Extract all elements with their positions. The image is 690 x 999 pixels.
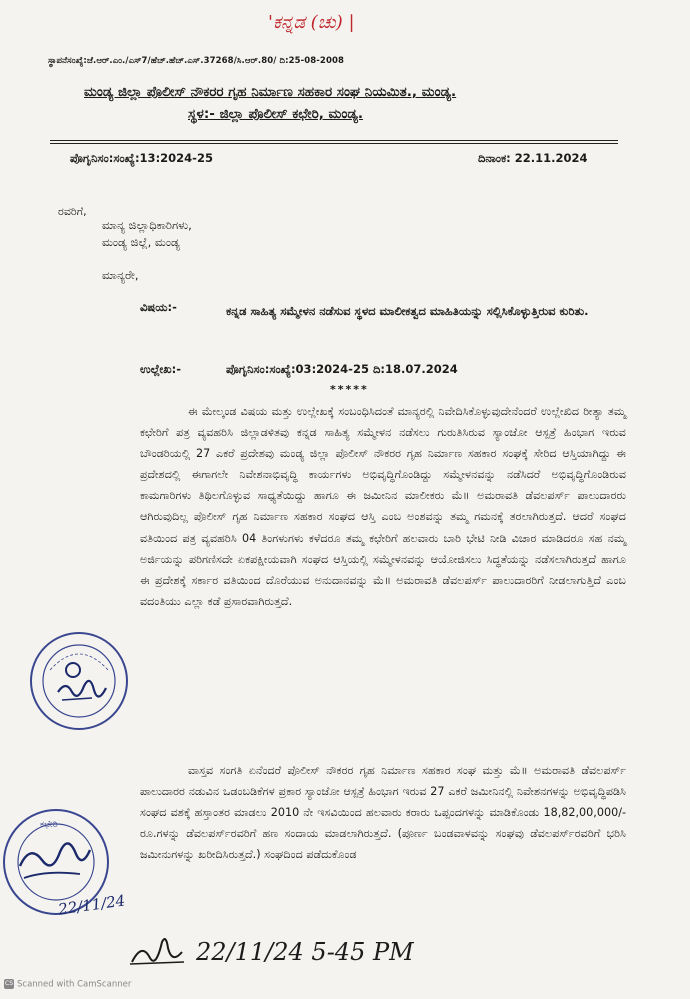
organization-name: ಮಂಡ್ಯ ಜಿಲ್ಲಾ ಪೊಲೀಸ್ ನೌಕರರ ಗೃಹ ನಿರ್ಮಾಣ ಸಹಕಾರ ಸಂಘ ನಿಯಮಿತ., ಮಂಡ್ಯ. bbox=[84, 84, 457, 100]
reference-label: ಉಲ್ಲೇಖ:- bbox=[140, 362, 181, 376]
registration-line: ಸ್ಥಾಪನೆಸಂಖ್ಯೆ:ಜೆ.ಆರ್.ಎಂ./ಎಸ್7/ಹೆಚ್.ಹೆಚ್.ಎಸ್.37268/ಸಿ.ಆರ್.80/ ದಿ:25-08-2008 bbox=[48, 56, 344, 66]
header-divider-secondary bbox=[50, 143, 618, 144]
reference-text: ಪೊಗೃನಿಸಂ:ಸಂಖ್ಯೆ:03:2024-25 ದಿ:18.07.2024 bbox=[226, 362, 458, 376]
society-seal-stamp bbox=[28, 630, 130, 732]
received-date-time: 22/11/24 5-45 PM bbox=[196, 938, 414, 966]
body-paragraph-1: ಈ ಮೇಲ್ಕಂಡ ವಿಷಯ ಮತ್ತು ಉಲ್ಲೇಖಕ್ಕೆ ಸಂಬಂಧಿಸಿದಂತೆ ಮಾನ್ಯರಲ್ಲಿ ನಿವೇದಿಸಿಕೊಳ್ಳುವುದೇನೆಂದರೆ ಉಲ್ಲೇಖಿದ ರೀತ್ಯಾ ತಮ್ಮ ಕಛೇರಿಗೆ ಪತ್ರ ವ್ಯವಹರಿಸಿ ಜಿಲ್ಲಾಡಳಿತವು ಕನ್ನಡ ಸಾಹಿತ್ಯ ಸಮ್ಮೇಳನ ನಡೆಸಲು ಗುರುತಿಸಿರುವ ಸ್ಯಾಂಜೋ ಆಸ್ಪತ್ರೆ ಹಿಂಭಾಗ ಇರುವ ಬೌಂಡರಿಯಲ್ಲಿ 27 ಎಕರೆ ಪ್ರದೇಶವು ಮಂಡ್ಯ ಜಿಲ್ಲಾ ಪೊಲೀಸ್ ನೌಕರರ ಗೃಹ ನಿರ್ಮಾಣ ಸಹಕಾರ ಸಂಘಕ್ಕೆ ಸೇರಿದ ಆಸ್ತಿಯಾಗಿದ್ದು ಈ ಪ್ರದೇಶದಲ್ಲಿ ಈಗಾಗಲೇ ನಿವೇಶನಾಭಿವೃದ್ಧಿ ಕಾರ್ಯಗಳು ಅಭಿವೃದ್ಧಿಗೊಂಡಿದ್ದು ಸಮ್ಮೇಳನವನ್ನು ನಡೆಸಿದರೆ ಅಭಿವೃದ್ಧಿಗೊಂಡಿರುವ ಕಾಮಗಾರಿಗಳು ತಿಥಿಲಗೊಳ್ಳುವ ಸಾಧ್ಯತೆಯಿದ್ದು ಹಾಗೂ ಈ ಜಮೀನಿನ ಮಾಲೀಕರು ಮೆ॥ ಅಮರಾವತಿ ಡೆವಲಪರ್ಸ್ ಪಾಲುದಾರರು ಆಗಿರುವುದಿಲ್ಲ ಪೊಲೀಸ್ ಗೃಹ ನಿರ್ಮಾಣ ಸಹಕಾರ ಸಂಘದ ಆಸ್ತಿ ಎಂಬ ಅಂಶವನ್ನು ತಮ್ಮ ಗಮನಕ್ಕೆ ತರಲಾಗಿರುತ್ತದೆ. ಆದರೆ ಸಂಘದ ವತಿಯಿಂದ ಪತ್ರ ವ್ಯವಹರಿಸಿ 04 ತಿಂಗಳುಗಳು ಕಳೆದರೂ ತಮ್ಮ ಕಛೇರಿಗೆ ಹಲವಾರು ಬಾರಿ ಭೇಟಿ ನೀಡಿ ವಿಚಾರ ಮಾಡಿದರೂ ಸಹ ನಮ್ಮ ಅರ್ಜಿಯನ್ನು ಪರಿಗಣಿಸದೇ ಏಕಪಕ್ಷೀಯವಾಗಿ ಸಂಘದ ಆಸ್ತಿಯಲ್ಲಿ ಸಮ್ಮೇಳನವನ್ನು ಆಯೋಜಿಸಲು ಸಿದ್ಧತೆಯನ್ನು ನಡೆಸಲಾಗಿರುತ್ತದೆ ಹಾಗೂ ಈ ಪ್ರದೇಶಕ್ಕೆ ಸರ್ಕಾರ ವತಿಯಿಂದ ದೊರೆಯುವ ಅನುದಾನವನ್ನು ಮೆ॥ ಅಮರಾವತಿ ಡೆವಲಪರ್ಸ್ ಪಾಲುದಾರರಿಗೆ ನೀಡಲಾಗುತ್ತಿದೆ ಎಂಬ ವದಂತಿಯು ಎಲ್ಲಾ ಕಡೆ ಪ್ರಸಾರವಾಗಿರುತ್ತದೆ. bbox=[140, 405, 626, 608]
letter-reference-number: ಪೊಗೃನಿಸಂ:ಸಂಖ್ಯೆ:13:2024-25 bbox=[70, 151, 213, 165]
society-seal-graphic bbox=[28, 630, 130, 732]
section-separator: ***** bbox=[330, 383, 369, 396]
received-signature-mark bbox=[128, 932, 188, 976]
office-place: ಸ್ಥಳ:- ಜಿಲ್ಲಾ ಪೊಲೀಸ್ ಕಛೇರಿ, ಮಂಡ್ಯ. bbox=[188, 106, 363, 122]
body-paragraph-2: ವಾಸ್ತವ ಸಂಗತಿ ಏನೆಂದರೆ ಪೊಲೀಸ್ ನೌಕರರ ಗೃಹ ನಿರ್ಮಾಣ ಸಹಕಾರ ಸಂಘ ಮತ್ತು ಮೆ॥ ಅಮರಾವತಿ ಡೆವಲಪರ್ಸ್ ಪಾಲುದಾರರ ನಡುವಿನ ಒಡಂಬಡಿಕೆಗಳ ಪ್ರಕಾರ ಸ್ಯಾಂಜೋ ಆಸ್ಪತ್ರೆ ಹಿಂಭಾಗ ಇರುವ 27 ಎಕರೆ ಜಮೀನಿನಲ್ಲಿ ನಿವೇಶನಗಳನ್ನು ಅಭಿವೃದ್ಧಿಪಡಿಸಿ ಸಂಘದ ವಶಕ್ಕೆ ಹಸ್ತಾಂತರ ಮಾಡಲು 2010 ನೇ ಇಸವಿಯಿಂದ ಹಲವಾರು ಕರಾರು ಒಪ್ಪಂದಗಳನ್ನು ಮಾಡಿಕೊಂಡು 18,82,00,000/- ರೂ.ಗಳನ್ನು ಡೆವಲಪರ್ಸ್‌ರವರಿಗೆ ಹಣ ಸಂದಾಯ ಮಾಡಲಾಗಿರುತ್ತದೆ. (ಪೂರ್ಣ ಬಂಡವಾಳವನ್ನು ಸಂಘವು ಡೆವಲಪರ್ಸ್‌ರವರಿಗೆ ಭರಿಸಿ ಜಮೀನುಗಳನ್ನು ಖರೀದಿಸಿರುತ್ತದೆ.) ಸಂಘದಿಂದ ಪಡೆದುಕೊಂಡ bbox=[140, 764, 626, 862]
recipient-address-line-2: ಮಂಡ್ಯ ಜಿಲ್ಲೆ, ಮಂಡ್ಯ bbox=[102, 235, 180, 249]
header-divider bbox=[50, 140, 618, 141]
recipient-address-line-1: ಮಾನ್ಯ ಜಿಲ್ಲಾಧಿಕಾರಿಗಳು, bbox=[102, 218, 192, 232]
subject-label: ವಿಷಯ:- bbox=[140, 300, 177, 314]
salutation: ಮಾನ್ಯರೇ, bbox=[102, 268, 139, 282]
office-stamp-label: ಕಛೇರಿ bbox=[40, 820, 58, 830]
recipient-to: ರವರಿಗೆ, bbox=[58, 205, 87, 218]
handwritten-date-stamp: 22/11/24 bbox=[57, 891, 127, 919]
letter-date: ದಿನಾಂಕ: 22.11.2024 bbox=[478, 151, 588, 165]
scanner-watermark bbox=[4, 979, 131, 990]
handwritten-note: 'ಕನ್ನಡ (ಚು) | bbox=[268, 12, 355, 33]
subject-text: ಕನ್ನಡ ಸಾಹಿತ್ಯ ಸಮ್ಮೇಳನ ನಡೆಸುವ ಸ್ಥಳದ ಮಾಲೀಕತ್ವದ ಮಾಹಿತಿಯನ್ನು ಸಲ್ಲಿಸಿಕೊಳ್ಳುತ್ತಿರುವ ಕುರಿತು. bbox=[226, 304, 589, 318]
signature-scribble-icon bbox=[128, 932, 188, 972]
camscanner-logo-icon: CS bbox=[5, 980, 13, 987]
scanner-text: Scanned with CamScanner bbox=[17, 979, 132, 990]
